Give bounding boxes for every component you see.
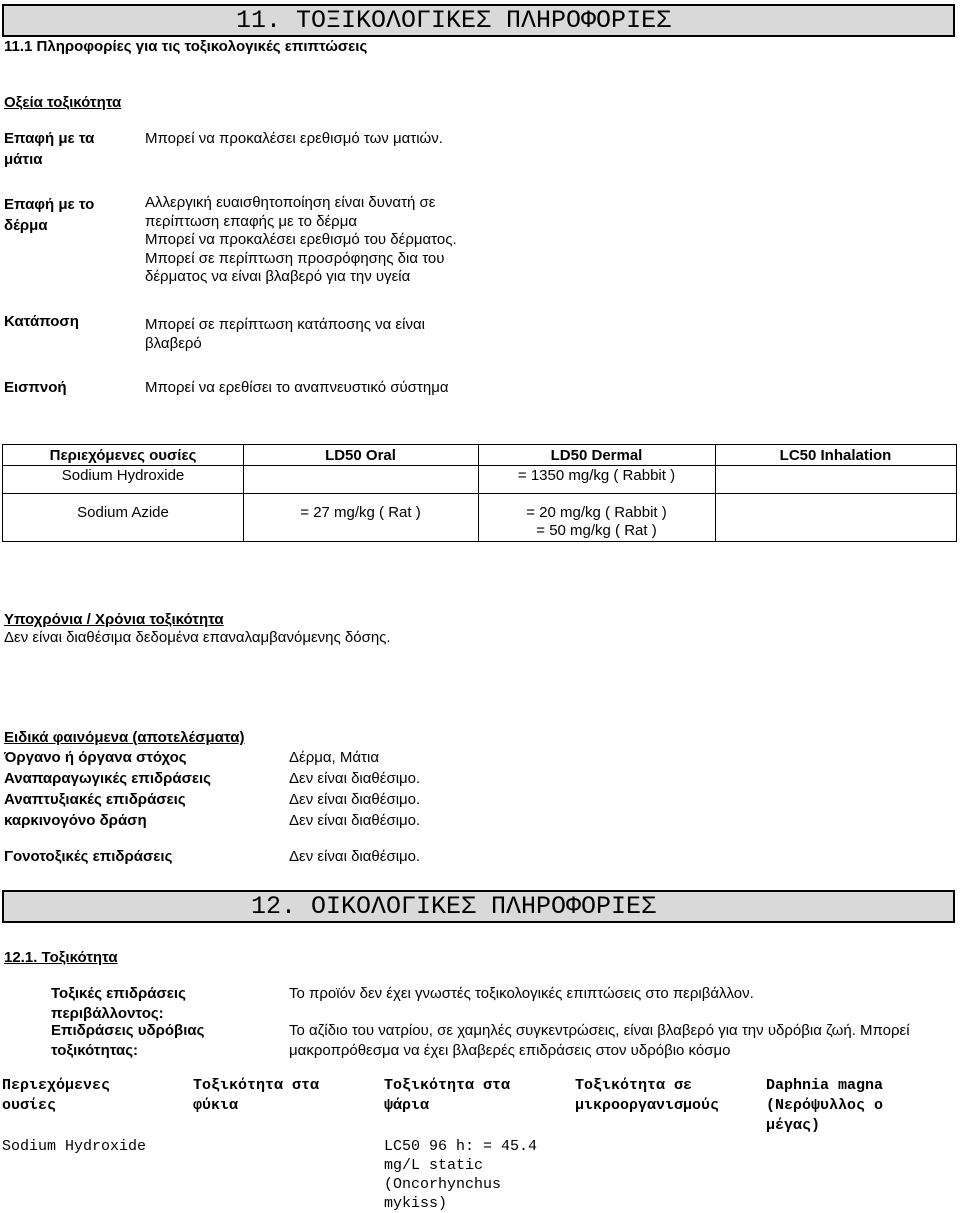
section-11-title: 11. ΤΟΞΙΚΟΛΟΓΙΚΕΣ ΠΛΗΡΟΦΟΡΙΕΣ [236,6,672,35]
eco-cell-fish: LC50 96 h: = 45.4 mg/L static (Oncorhynchus mykiss) [384,1138,538,1212]
table-cell-dermal: = 20 mg/kg ( Rabbit ) = 50 mg/kg ( Rat ) [526,504,667,539]
section-12-header [2,890,955,923]
table-cell-substance: Sodium Hydroxide [61,467,185,484]
acute-toxicity-table [2,444,957,542]
table-header-ld50-oral: LD50 Oral [325,447,396,464]
route-text-inhalation: Μπορεί να ερεθίσει το αναπνευστικό σύστημα [145,379,449,396]
route-label-ingestion: Κατάποση [4,313,79,330]
eco-header-substance: Περιεχόμενες ουσίες [2,1077,120,1114]
table-header-lc50-inhalation: LC50 Inhalation [779,447,892,464]
route-text-ingestion: Μπορεί σε περίπτωση κατάποσης να είναι βλαβερό [145,316,425,352]
special-value-developmental: Δεν είναι διαθέσιμο. [289,791,421,808]
table-cell-substance: Sodium Azide [77,504,169,521]
effect-text-environment: Το προϊόν δεν έχει γνωστές τοξικολογικές επιπτώσεις στο περιβάλλον. [289,985,754,1002]
chronic-toxicity-text: Δεν είναι διαθέσιμα δεδομένα επαναλαμβανόμενης δόσης. [4,629,391,646]
chronic-toxicity-heading: Υποχρόνια / Χρόνια τοξικότητα [4,611,224,628]
table-header-ld50-dermal: LD50 Dermal [550,447,643,464]
section-12-subtitle: 12.1. Τοξικότητα [4,949,118,966]
route-text-skin: Αλλεργική ευαισθητοποίηση είναι δυνατή σε περίπτωση επαφής με το δέρμα Μπορεί να προκαλέσει ερεθισμό του δέρματος. Μπορεί σε περίπτωση προσρόφησης δια του δέρματος να είναι βλαβερό για την υγεία [145,194,457,286]
table-header-substance: Περιεχόμενες ουσίες [49,447,197,464]
special-label-carcinogenic: καρκινογόνο δράση [4,812,147,829]
acute-toxicity-heading: Οξεία τοξικότητα [4,94,122,111]
eco-header-fish: Τοξικότητα στα ψάρια [384,1077,520,1114]
eco-header-micro: Τοξικότητα σε μικροοργανισμούς [575,1077,720,1114]
route-label-inhalation: Εισπνοή [4,379,67,396]
effect-text-aquatic: Το αζίδιο του νατρίου, σε χαμηλές συγκεντρώσεις, είναι βλαβερό για την υδρόβια ζωή. Μπορεί μακροπρόθεσμα να έχει βλαβερές επιδράσεις στον υδρόβιο κόσμο [289,1022,910,1059]
section-11-header [2,4,955,37]
eco-header-daphnia: Daphnia magna (Νερόψυλλος ο μέγας) [766,1077,893,1134]
route-label-eyes: Επαφή με τα μάτια [4,130,95,168]
table-cell-dermal: = 1350 mg/kg ( Rabbit ) [517,467,676,484]
route-label-skin: Επαφή με το δέρμα [4,196,95,234]
special-label-target-organs: Όργανο ή όργανα στόχος [4,749,187,766]
special-value-reproductive: Δεν είναι διαθέσιμο. [289,770,421,787]
special-value-target-organs: Δέρμα, Μάτια [289,749,379,766]
section-12-title: 12. ΟΙΚΟΛΟΓΙΚΕΣ ΠΛΗΡΟΦΟΡΙΕΣ [251,892,657,921]
eco-cell-substance: Sodium Hydroxide [2,1138,147,1155]
eco-header-algae: Τοξικότητα στα φύκια [193,1077,329,1114]
route-text-eyes: Μπορεί να προκαλέσει ερεθισμό των ματιών. [145,130,443,147]
special-value-carcinogenic: Δεν είναι διαθέσιμο. [289,812,421,829]
special-label-developmental: Αναπτυξιακές επιδράσεις [4,791,186,808]
special-label-reproductive: Αναπαραγωγικές επιδράσεις [4,770,211,787]
effect-label-aquatic: Επιδράσεις υδρόβιας τοξικότητας: [51,1022,205,1059]
effect-label-environment: Τοξικές επιδράσεις περιβάλλοντος: [51,985,186,1022]
section-11-subtitle: 11.1 Πληροφορίες για τις τοξικολογικές επιπτώσεις [4,38,368,55]
special-label-genotoxic: Γονοτοξικές επιδράσεις [4,848,173,865]
special-effects-heading: Ειδικά φαινόμενα (αποτελέσματα) [4,729,245,746]
special-value-genotoxic: Δεν είναι διαθέσιμο. [289,848,421,865]
table-cell-oral: = 27 mg/kg ( Rat ) [300,504,421,521]
